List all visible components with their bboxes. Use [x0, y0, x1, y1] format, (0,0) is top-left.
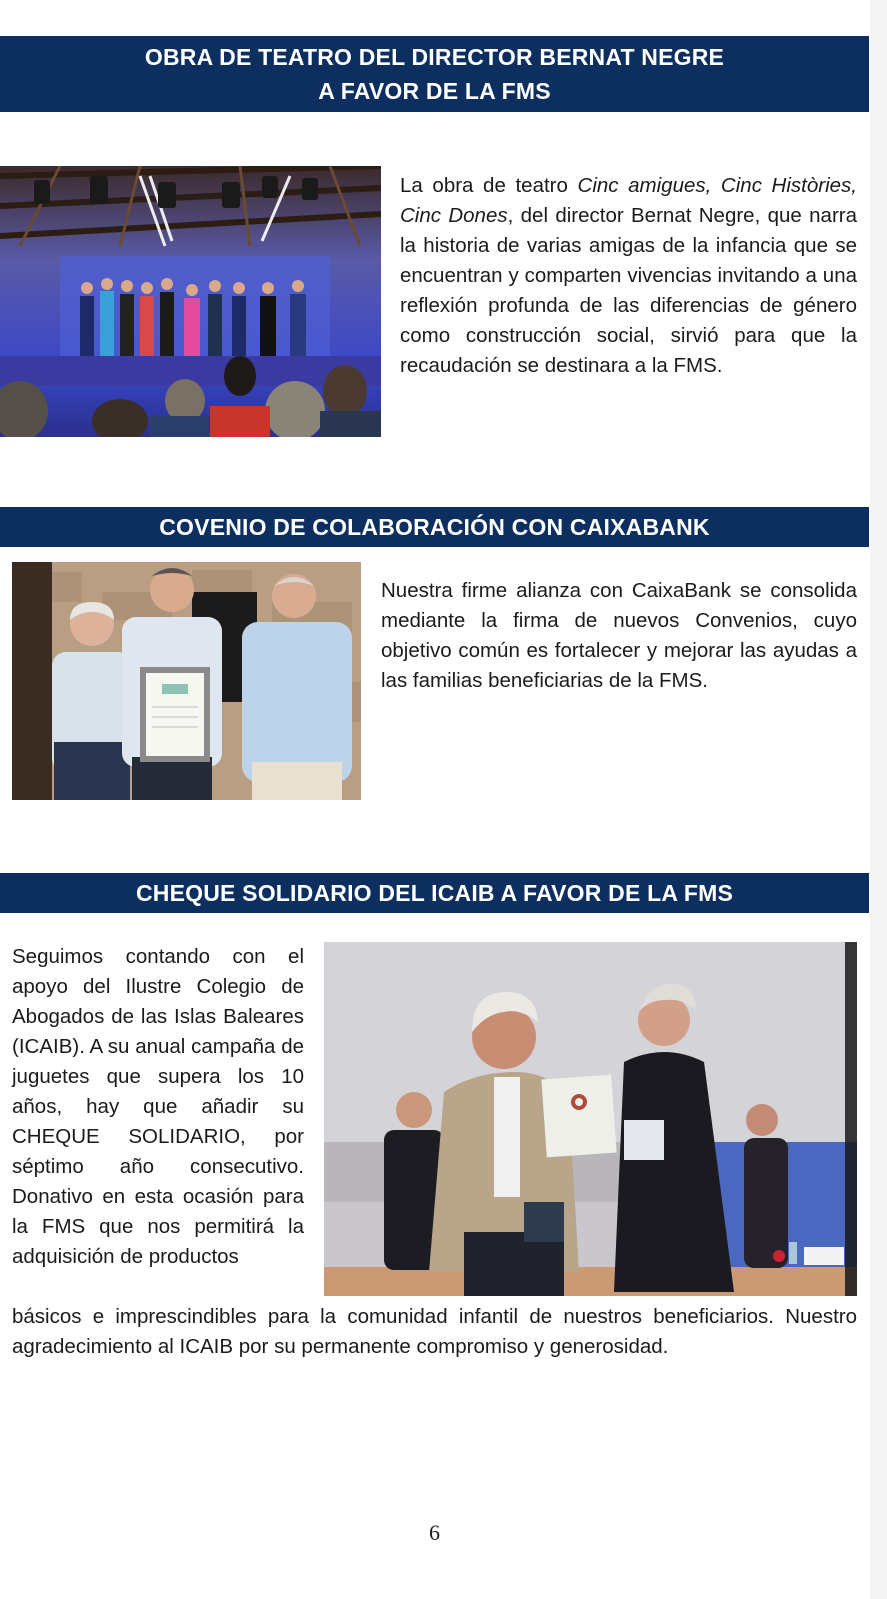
theatre-description-rest: , del director Bernat Negre, que narra la historia de varias amigas de la infancia que se encuentran y comparten vivencias invitando a una reflexión profunda de las diferencias de género como construcción social, sirvió para que la recaudación se destinara a la FMS. — [400, 204, 857, 377]
icaib-cheque-photo — [324, 942, 857, 1296]
icaib-description-part1: Seguimos contando con el apoyo del Ilustre Colegio de Abogados de las Islas Baleares (ICAIB). A su anual campaña de juguetes que supera los 10 años, hay que añadir su CHEQUE SOLIDARIO, por séptimo año consecutivo. Donativo en esta ocasión para la FMS que nos permitirá la adquisición de productos — [12, 945, 304, 1268]
section-banner-caixabank — [0, 507, 869, 547]
page-number: 6 — [429, 1520, 440, 1545]
section-title-theatre-line2: A FAVOR DE LA FMS — [318, 78, 551, 104]
play-title: Cinc amigues, Cinc Històries, Cinc Dones — [400, 174, 857, 227]
theatre-description-intro: La obra de teatro — [400, 174, 578, 197]
section-banner-icaib — [0, 873, 869, 913]
caixabank-signing-photo — [12, 562, 361, 800]
page-edge-shadow — [870, 0, 887, 1599]
section-title-icaib: CHEQUE SOLIDARIO DEL ICAIB A FAVOR DE LA FMS — [135, 880, 734, 906]
section-banner-theatre — [0, 36, 869, 112]
caixabank-description: Nuestra firme alianza con CaixaBank se consolida mediante la firma de nuevos Convenios, cuyo objetivo común es fortalecer y mejorar las ayudas a las familias beneficiarias de la FMS. — [381, 579, 857, 692]
theatre-description — [400, 171, 857, 381]
icaib-description-part2: básicos e imprescindibles para la comunidad infantil de nuestros beneficiarios. Nuestro agradecimiento al ICAIB por su permanente compromiso y generosidad. — [12, 1305, 857, 1358]
section-title-theatre-line1: OBRA DE TEATRO DEL DIRECTOR BERNAT NEGRE — [144, 44, 725, 70]
theatre-stage-photo — [0, 166, 381, 437]
section-title-caixabank: COVENIO DE COLABORACIÓN CON CAIXABANK — [159, 514, 710, 540]
